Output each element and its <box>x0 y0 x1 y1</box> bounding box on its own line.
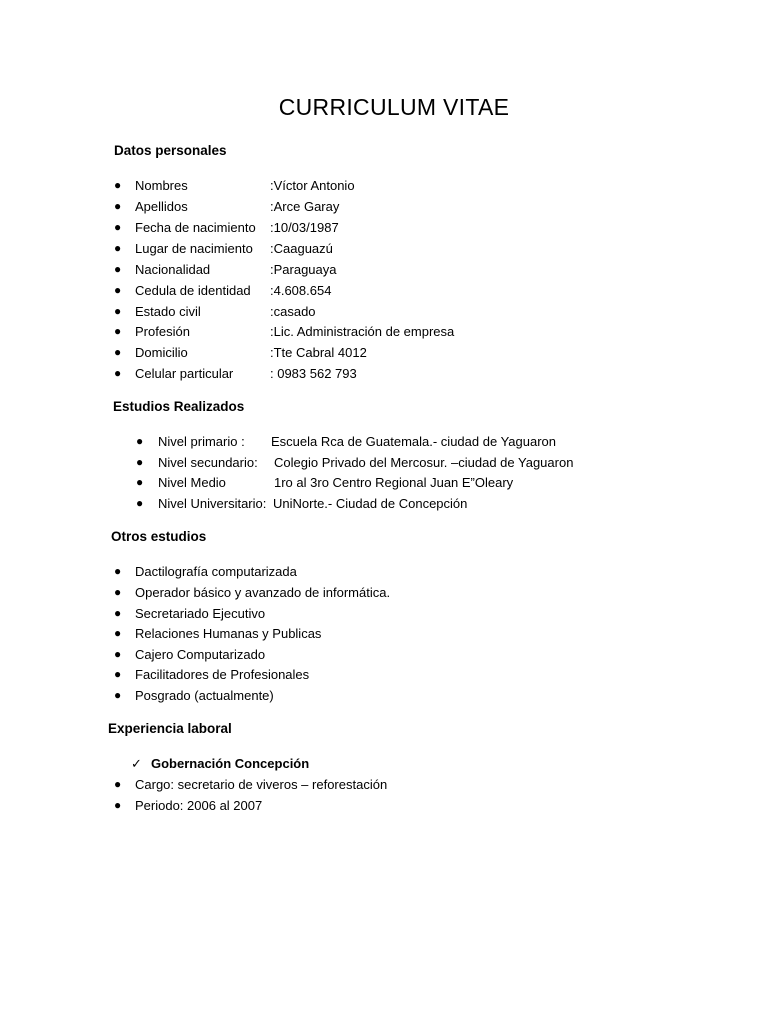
bullet-icon: ● <box>136 496 144 510</box>
section-heading-studies: Estudios Realizados <box>113 399 245 414</box>
section-heading-experience: Experiencia laboral <box>108 721 232 736</box>
field-value: :casado <box>270 304 316 319</box>
bullet-icon: ● <box>114 585 122 599</box>
bullet-icon: ● <box>114 178 122 192</box>
study-level: Nivel Universitario: <box>158 496 267 511</box>
field-label: Nombres <box>135 178 188 193</box>
bullet-icon: ● <box>114 262 122 276</box>
field-label: Nacionalidad <box>135 262 211 277</box>
field-value: :Víctor Antonio <box>270 178 355 193</box>
field-value: :10/03/1987 <box>270 220 339 235</box>
section-heading-personal: Datos personales <box>114 143 227 158</box>
list-item-text: Secretariado Ejecutivo <box>135 606 266 621</box>
bullet-icon: ● <box>114 606 122 620</box>
field-label: Apellidos <box>135 199 188 214</box>
list-item-text: Relaciones Humanas y Publicas <box>135 626 322 641</box>
bullet-icon: ● <box>114 777 122 791</box>
field-label: Estado civil <box>135 304 201 319</box>
field-value: : 0983 562 793 <box>270 366 357 381</box>
field-value: :Lic. Administración de empresa <box>270 324 455 339</box>
list-item-text: Cargo: secretario de viveros – reforestación <box>135 777 388 792</box>
bullet-icon: ● <box>114 688 122 702</box>
bullet-icon: ● <box>136 434 144 448</box>
field-value: :4.608.654 <box>270 283 332 298</box>
page-title: CURRICULUM VITAE <box>278 94 510 120</box>
employer-name: Gobernación Concepción <box>151 756 310 771</box>
study-institution: Escuela Rca de Guatemala.- ciudad de Yaguaron <box>271 434 556 449</box>
bullet-icon: ● <box>114 199 122 213</box>
bullet-icon: ● <box>114 345 122 359</box>
list-item-text: Dactilografía computarizada <box>135 564 297 579</box>
list-item-text: Cajero Computarizado <box>135 647 266 662</box>
field-value: :Arce Garay <box>270 199 340 214</box>
bullet-icon: ● <box>114 304 122 318</box>
field-label: Profesión <box>135 324 190 339</box>
bullet-icon: ● <box>136 455 144 469</box>
bullet-icon: ● <box>114 626 122 640</box>
study-level: Nivel secundario: <box>158 455 258 470</box>
bullet-icon: ● <box>114 283 122 297</box>
list-item-text: Facilitadores de Profesionales <box>135 667 310 682</box>
field-label: Cedula de identidad <box>135 283 251 298</box>
field-label: Domicilio <box>135 345 188 360</box>
checkmark-icon: ✓ <box>131 756 142 771</box>
bullet-icon: ● <box>114 220 122 234</box>
field-label: Lugar de nacimiento <box>135 241 253 256</box>
study-level: Nivel primario : <box>158 434 245 449</box>
study-level: Nivel Medio <box>158 475 226 490</box>
section-heading-other: Otros estudios <box>111 529 207 544</box>
study-institution: Colegio Privado del Mercosur. –ciudad de Yaguaron <box>274 455 574 470</box>
field-value: :Tte Cabral 4012 <box>270 345 367 360</box>
bullet-icon: ● <box>114 324 122 338</box>
bullet-icon: ● <box>114 366 122 380</box>
field-label: Celular particular <box>135 366 234 381</box>
bullet-icon: ● <box>114 798 122 812</box>
bullet-icon: ● <box>114 241 122 255</box>
list-item-text: Periodo: 2006 al 2007 <box>135 798 263 813</box>
bullet-icon: ● <box>114 647 122 661</box>
list-item-text: Operador básico y avanzado de informática. <box>135 585 391 600</box>
study-institution: UniNorte.- Ciudad de Concepción <box>273 496 468 511</box>
bullet-icon: ● <box>114 667 122 681</box>
bullet-icon: ● <box>136 475 144 489</box>
bullet-icon: ● <box>114 564 122 578</box>
field-value: :Caaguazú <box>270 241 333 256</box>
study-institution: 1ro al 3ro Centro Regional Juan E”Oleary <box>274 475 514 490</box>
field-value: :Paraguaya <box>270 262 337 277</box>
list-item-text: Posgrado (actualmente) <box>135 688 274 703</box>
field-label: Fecha de nacimiento <box>135 220 256 235</box>
